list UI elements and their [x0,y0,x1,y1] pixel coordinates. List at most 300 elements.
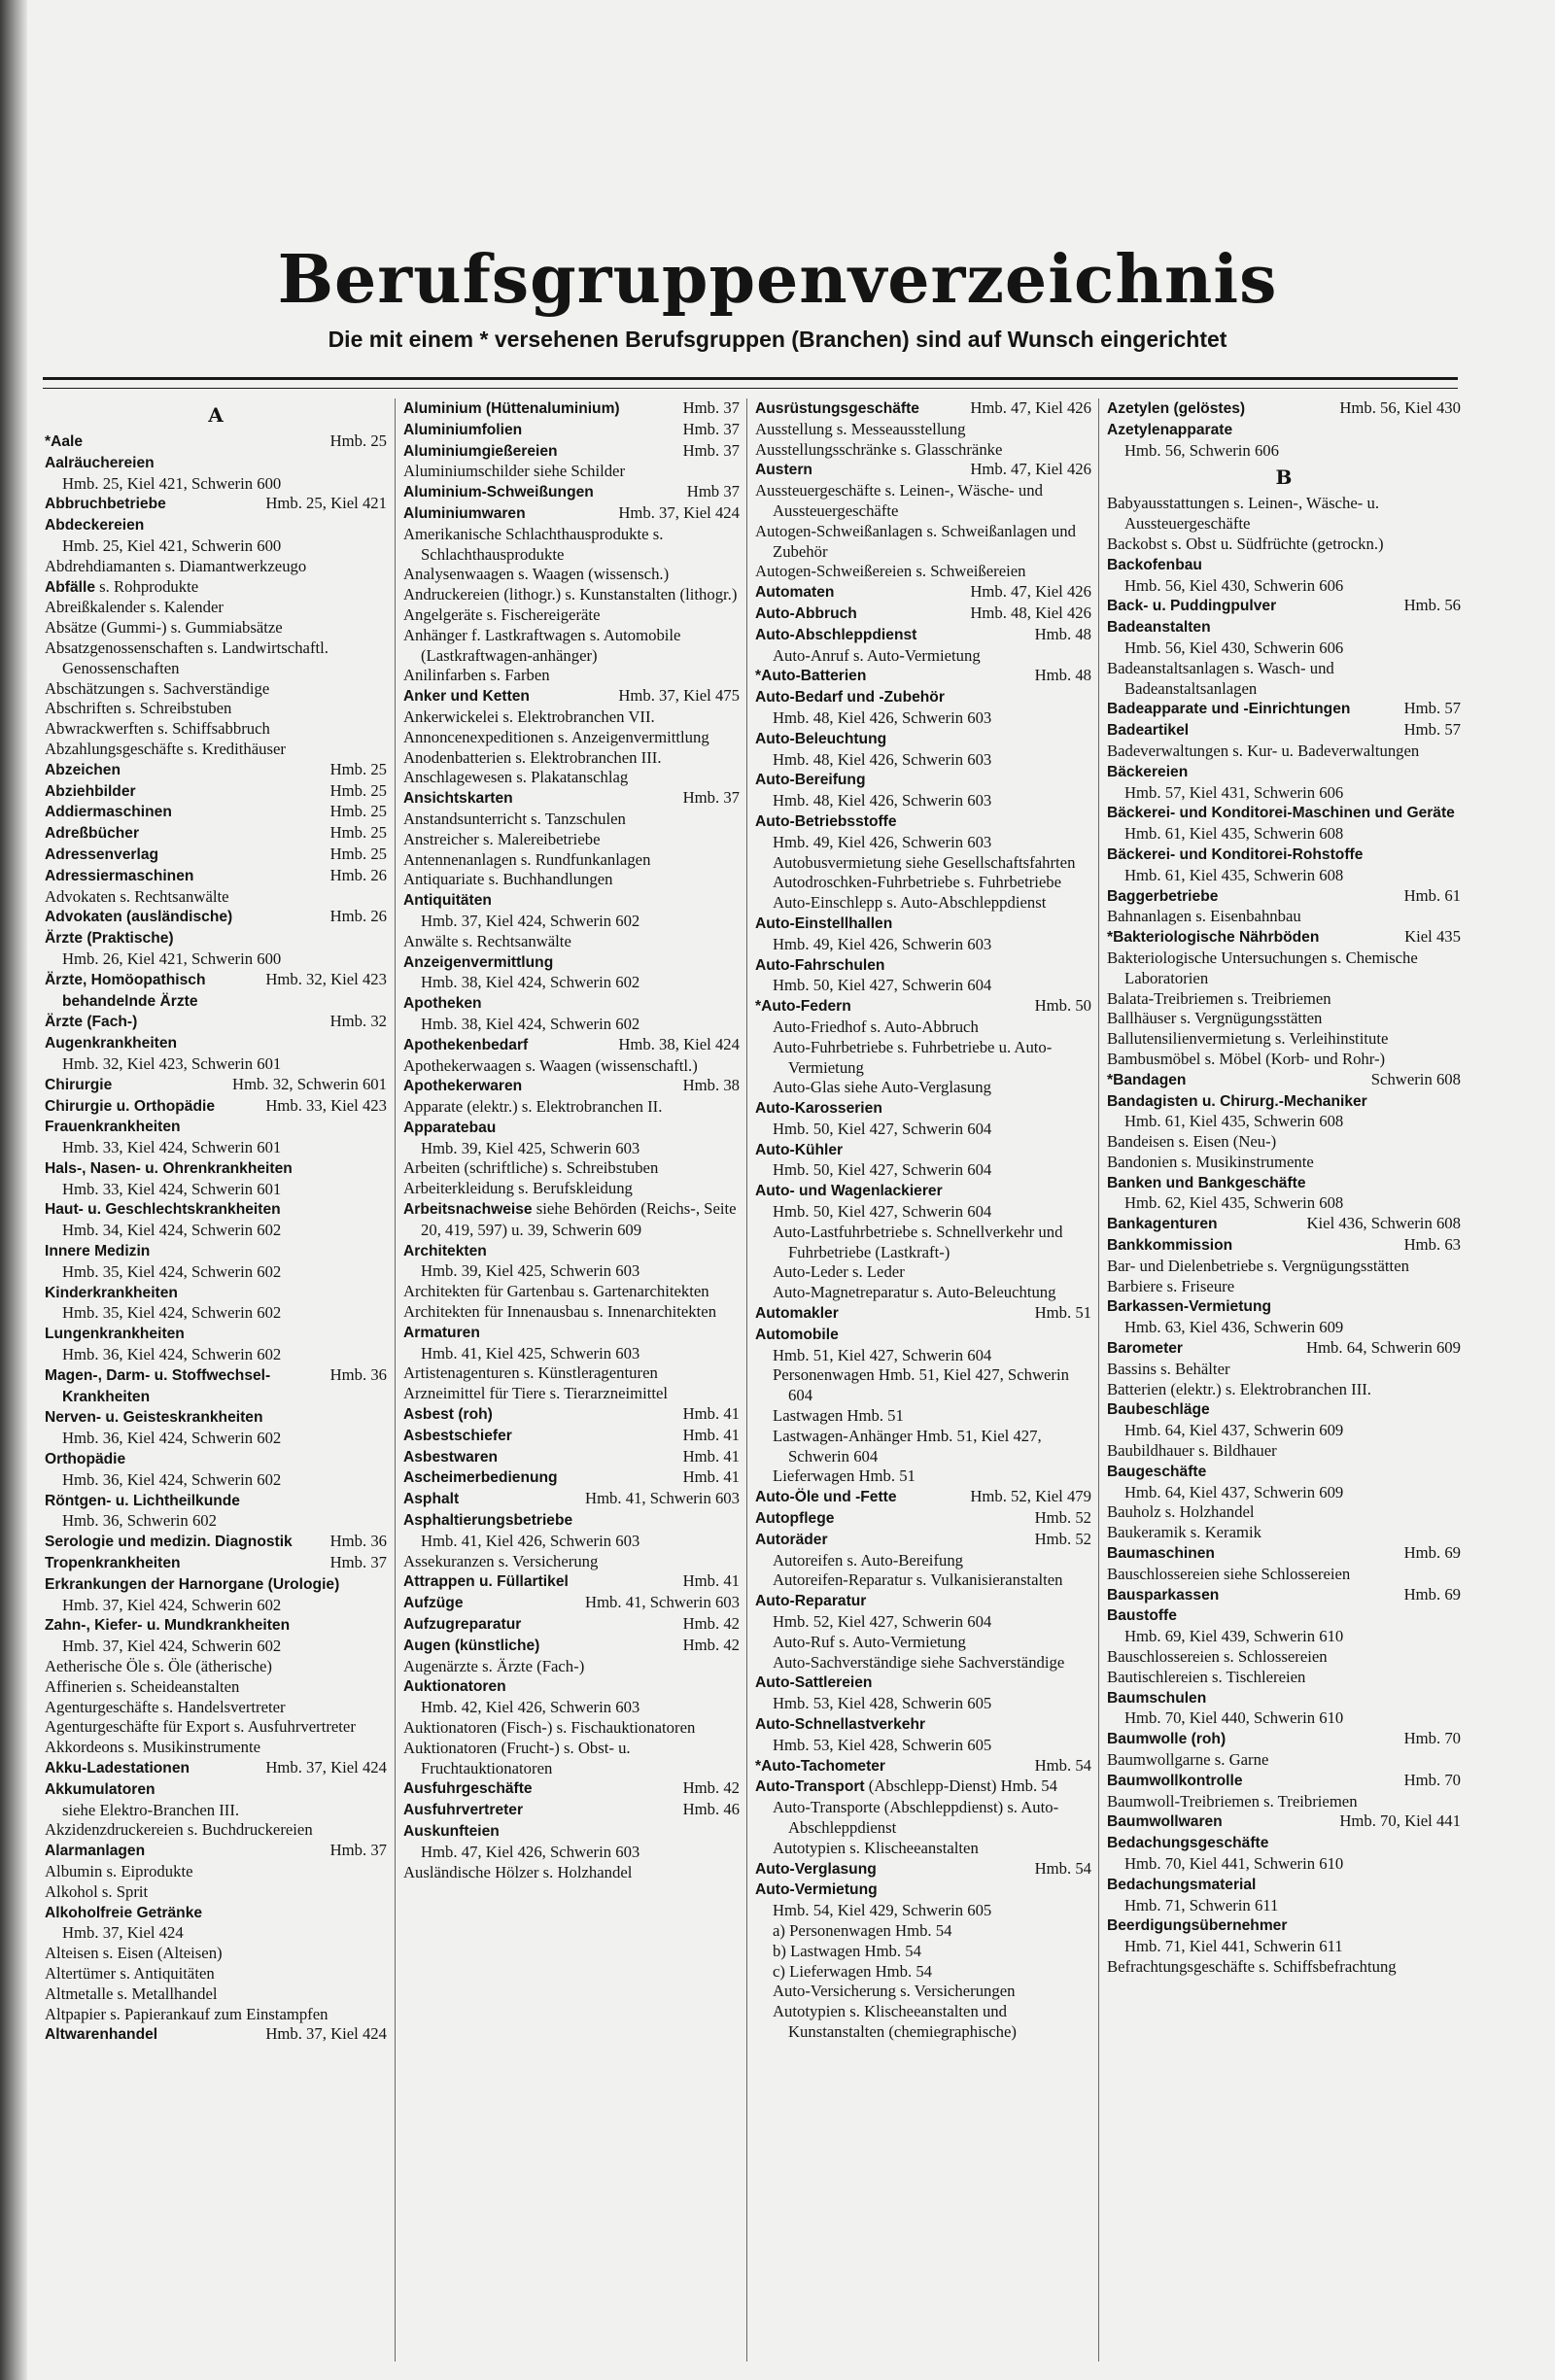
entry-text: siehe Elektro-Branchen III. [62,1800,240,1819]
directory-subline [755,1653,1091,1673]
entry-text: Hmb. 64, Kiel 437, Schwerin 609 [1124,1482,1344,1501]
entry-text: Auto-Fuhrbetriebe s. Fuhrbetriebe u. Auto-Vermietung [773,1037,1053,1077]
directory-entry [403,1404,740,1426]
entry-text: Bauschlossereien siehe Schlossereien [1107,1564,1351,1583]
directory-entry [403,1552,740,1572]
entry-heading: Beerdigungsübernehmer [1107,1917,1288,1935]
entry-heading: Apparatebau [403,1119,497,1136]
entry-text: Hmb. 50, Kiel 427, Schwerin 604 [773,1160,992,1180]
entry-text: Absatzgenossenschaften s. Landwirtschaftl. Genossenschaften [45,638,328,677]
directory-entry [403,462,740,482]
entry-text: Abzahlungsgeschäfte s. Kredithäuser [45,739,286,758]
directory-subline [755,1982,1091,2002]
entry-reference: Hmb. 47, Kiel 426 [970,582,1091,602]
entry-reference: Hmb. 63 [1403,1235,1461,1255]
entry-heading: Ausfuhrgeschäfte [403,1780,533,1798]
entry-heading: Asphalt [403,1491,460,1508]
entry-heading: Chirurgie [45,1076,113,1093]
directory-entry [403,585,740,605]
entry-reference: Hmb. 54 [1034,1755,1091,1775]
directory-entry [403,1097,740,1118]
entry-text: Hmb. 35, Kiel 424, Schwerin 602 [62,1261,282,1281]
entry-text: Anilinfarben s. Farben [403,666,550,685]
entry-text: Autogen-Schweißereien s. Schweißereien [755,562,1026,581]
directory-entry [403,1676,740,1698]
entry-heading: Autoräder [755,1531,828,1548]
entry-text: Bambusmöbel s. Möbel (Korb- und Rohr-) [1107,1049,1386,1068]
directory-entry [403,890,740,912]
directory-subline [45,1138,387,1158]
entry-text: Hmb. 52, Kiel 427, Schwerin 604 [773,1612,992,1632]
entry-heading: Austern [755,462,812,479]
entry-heading: Augenkrankheiten [45,1035,178,1052]
directory-entry [755,1776,1091,1798]
entry-heading: Barkassen-Vermietung [1107,1298,1272,1316]
entry-text: Bahnanlagen s. Eisenbahnbau [1107,907,1301,926]
entry-heading: Apotheken [403,995,482,1013]
entry-text: Bakteriologische Untersuchungen s. Chemische Laboratorien [1107,948,1418,987]
entry-text: Anodenbatterien s. Elektrobranchen III. [403,747,662,767]
entry-text: Balata-Treibriemen s. Treibriemen [1107,988,1331,1008]
entry-text: Batterien (elektr.) s. Elektrobranchen III. [1107,1379,1371,1398]
entry-text: Hmb. 39, Kiel 425, Schwerin 603 [421,1138,640,1157]
entry-heading: Augen (künstliche) [403,1637,540,1654]
directory-entry [45,1365,387,1408]
entry-reference: Hmb. 37 [329,1841,387,1860]
entry-heading: Autopflege [755,1510,835,1528]
entry-text: Autotypien s. Klischeeanstalten [773,1838,979,1857]
entry-text: Hmb. 64, Kiel 437, Schwerin 609 [1124,1421,1344,1440]
entry-heading: Ärzte (Fach-) [45,1014,138,1031]
entry-text: Assekuranzen s. Versicherung [403,1551,599,1570]
directory-entry [403,1657,740,1677]
directory-entry [403,605,740,626]
entry-text: Akzidenzdruckereien s. Buchdruckereien [45,1820,313,1840]
entry-text: Autoreifen s. Auto-Bereifung [773,1550,964,1569]
entry-reference: Hmb. 37, Kiel 424 [618,502,740,522]
entry-heading: Auto-Karosserien [755,1100,882,1118]
directory-entry [1107,596,1461,617]
directory-entry [45,618,387,638]
directory-entry [403,748,740,769]
directory-subline [755,750,1091,771]
directory-entry [1107,720,1461,742]
entry-heading: Auto-Vermietung [755,1881,878,1899]
directory-entry [403,503,740,525]
entry-text: Hmb. 47, Kiel 426, Schwerin 603 [421,1842,640,1861]
directory-subline [45,1054,387,1075]
directory-entry [1107,1132,1461,1153]
directory-subline [755,1038,1091,1079]
directory-entry [755,1508,1091,1530]
entry-heading: *Auto-Batterien [755,668,867,685]
entry-text: Amerikanische Schlachthausprodukte s. Schlachthausprodukte [403,524,664,564]
entry-text: Hmb. 39, Kiel 425, Schwerin 603 [421,1261,640,1281]
entry-reference: Kiel 435 [1404,927,1461,947]
directory-entry [755,1859,1091,1880]
entry-heading: Baubeschläge [1107,1401,1210,1419]
entry-text: Auto-Transporte (Abschleppdienst) s. Auto-Abschleppdienst [773,1798,1059,1837]
directory-subline [755,646,1091,667]
directory-entry [45,679,387,700]
directory-entry [45,970,387,1013]
entry-text: Anhänger f. Lastkraftwagen s. Automobile (Lastkraftwagen-anhänger) [403,625,681,665]
entry-text: Affinerien s. Scheideanstalten [45,1676,240,1696]
entry-reference: Hmb. 26 [329,865,387,884]
directory-entry [1107,1811,1461,1833]
directory-entry [755,460,1091,481]
entry-text: Altpapier s. Papierankauf zum Einstampfen [45,2004,328,2023]
entry-heading: Banken und Bankgeschäfte [1107,1174,1306,1191]
entry-reference: Hmb. 47, Kiel 426 [970,398,1091,417]
entry-reference: Hmb. 37 [682,788,740,808]
directory-entry [403,1118,740,1139]
entry-text: Personenwagen Hmb. 51, Kiel 427, Schwerin 604 [773,1365,1069,1405]
scan-edge [0,0,27,2380]
entry-reference: Hmb. 37, Kiel 424 [265,2024,387,2044]
entry-heading: Zahn-, Kiefer- u. Mundkrankheiten [45,1617,291,1635]
directory-entry [1107,1523,1461,1543]
entry-heading: Magen-, Darm- u. Stoffwechsel-Krankheiten [45,1366,271,1405]
entry-heading: Adressenverlag [45,845,159,863]
directory-entry [45,1841,387,1862]
entry-text: Bauholz s. Holzhandel [1107,1502,1255,1522]
directory-subline [755,708,1091,729]
directory-subline [755,1262,1091,1283]
entry-reference: Hmb. 54 [1034,1858,1091,1878]
directory-entry [755,522,1091,563]
entry-text: Alteisen s. Eisen (Alteisen) [45,1944,223,1963]
entry-text: siehe Behörden (Reichs-, Seite 20, 419, 597) u. 39, Schwerin 609 [421,1199,737,1239]
directory-entry [1107,803,1461,824]
directory-entry [1107,1173,1461,1194]
entry-reference: Hmb. 46 [682,1800,740,1819]
entry-text: Hmb. 37, Kiel 424, Schwerin 602 [421,911,640,930]
directory-entry [1107,1792,1461,1812]
directory-subline [45,536,387,557]
directory-entry [403,1179,740,1199]
entry-heading: Nerven- u. Geisteskrankheiten [45,1409,263,1427]
directory-entry [403,810,740,830]
entry-heading: Erkrankungen der Harnorgane (Urologie) [45,1575,340,1593]
directory-entry [755,582,1091,604]
entry-reference: Hmb. 25 [329,780,387,800]
entry-reference: Hmb. 52, Kiel 479 [970,1487,1091,1506]
directory-entry [45,699,387,719]
entry-text: Arbeiterkleidung s. Berufskleidung [403,1179,633,1198]
directory-subline [403,1698,740,1718]
entry-reference: Hmb. 26 [329,907,387,926]
entry-heading: Addiermaschinen [45,804,172,821]
entry-text: Abdrehdiamanten s. Diamantwerkzeugo [45,556,307,575]
directory-entry [755,1756,1091,1777]
entry-text: Hmb. 70, Kiel 441, Schwerin 610 [1124,1853,1344,1873]
directory-subline [403,1843,740,1863]
entry-reference: Hmb. 41 [682,1571,740,1591]
entry-reference: Hmb. 48 [1034,666,1091,685]
entry-text: Autodroschken-Fuhrbetriebe s. Fuhrbetriebe [773,873,1062,892]
directory-entry [403,830,740,850]
entry-heading: Orthopädie [45,1451,126,1468]
entry-text: Hmb. 69, Kiel 439, Schwerin 610 [1124,1627,1344,1646]
entry-text: Bar- und Dielenbetriebe s. Vergnügungsstätten [1107,1256,1409,1275]
directory-subline [1107,1896,1461,1916]
directory-subline [755,1406,1091,1427]
entry-text: Hmb. 42, Kiel 426, Schwerin 603 [421,1698,640,1717]
entry-text: Hmb. 38, Kiel 424, Schwerin 602 [421,973,640,992]
directory-entry [1107,1957,1461,1978]
directory-entry [45,1033,387,1054]
entry-heading: *Bakteriologische Nährböden [1107,929,1320,947]
entry-text: Befrachtungsgeschäfte s. Schiffsbefrachtung [1107,1956,1397,1976]
directory-entry [45,887,387,908]
directory-entry [45,1117,387,1138]
directory-entry [403,1447,740,1468]
directory-entry [1107,699,1461,720]
entry-heading: Auto-Bereifung [755,772,866,789]
directory-entry [45,823,387,845]
directory-entry [403,993,740,1015]
entry-reference: Hmb. 37 [682,440,740,460]
directory-entry [1107,1050,1461,1070]
directory-entry [1107,989,1461,1010]
directory-subline [403,1261,740,1282]
directory-subline [755,893,1091,914]
directory-subline [755,1283,1091,1303]
entry-text: Autoreifen-Reparatur s. Vulkanisieranstalten [773,1570,1063,1590]
entry-heading: Backofenbau [1107,556,1202,573]
entry-reference: Hmb. 69 [1403,1543,1461,1563]
entry-text: (Abschlepp-Dienst) Hmb. 54 [868,1776,1057,1796]
directory-entry [403,870,740,890]
entry-text: Hmb. 56, Kiel 430, Schwerin 606 [1124,575,1344,595]
directory-entry [403,1363,740,1384]
entry-heading: Akku-Ladestationen [45,1760,190,1776]
entry-heading: Baumschulen [1107,1689,1207,1707]
directory-entry [1107,1380,1461,1400]
directory-entry [45,802,387,823]
directory-entry [45,1283,387,1304]
directory-entry [1107,1750,1461,1771]
directory-subline [45,949,387,970]
directory-entry [45,1407,387,1429]
entry-reference: Hmb. 32 [329,1012,387,1031]
directory-entry [755,1591,1091,1612]
directory-entry [403,1158,740,1179]
entry-text: Hmb. 61, Kiel 435, Schwerin 608 [1124,824,1344,844]
entry-text: Auto-Ruf s. Auto-Vermietung [773,1632,966,1651]
entry-heading: Apothekerwaren [403,1078,523,1095]
directory-entry [403,788,740,810]
directory-entry [403,1282,740,1302]
entry-heading: Bandagisten u. Chirurg.-Mechaniker [1107,1092,1367,1110]
directory-subline [403,973,740,993]
entry-heading: Baumwolle (roh) [1107,1731,1227,1748]
entry-heading: Aalräuchereien [45,454,155,471]
entry-heading: Aufzüge [403,1595,464,1612]
entry-text: Arzneimittel für Tiere s. Tierarzneimittel [403,1384,669,1403]
directory-entry [755,811,1091,833]
entry-heading: Bedachungsgeschäfte [1107,1835,1269,1852]
directory-subline [45,1511,387,1532]
directory-entry [45,515,387,536]
entry-reference: Hmb. 41 [682,1446,740,1466]
entry-text: Hmb. 25, Kiel 421, Schwerin 600 [62,535,282,555]
entry-text: Hmb. 25, Kiel 421, Schwerin 600 [62,473,282,493]
directory-subline [1107,1854,1461,1875]
entry-heading: Aluminium (Hüttenaluminium) [403,400,620,417]
directory-entry [755,604,1091,625]
directory-entry [45,1738,387,1758]
entry-heading: *Auto-Tachometer [755,1757,886,1775]
directory-entry [403,565,740,585]
directory-subline [1107,1483,1461,1503]
directory-entry [755,1303,1091,1325]
entry-reference: Hmb. 48, Kiel 426 [970,603,1091,622]
entry-reference: Hmb. 25 [329,802,387,821]
directory-entry [45,1532,387,1553]
directory-entry [1107,1338,1461,1360]
entry-text: Hmb. 56, Schwerin 606 [1124,440,1279,460]
entry-text: Abwrackwerften s. Schiffsabbruch [45,719,270,739]
entry-heading: Baumwollwaren [1107,1813,1223,1831]
entry-heading: Bäckereien [1107,763,1189,780]
entry-text: Anstreicher s. Malereibetriebe [403,829,601,848]
directory-subline [755,1551,1091,1571]
entry-heading: Adreßbücher [45,825,140,843]
directory-entry [403,1593,740,1614]
entry-text: Ausstellung s. Messeausstellung [755,419,966,438]
directory-entry [403,1718,740,1739]
directory-entry [1107,1235,1461,1257]
entry-heading: Abziehbilder [45,782,136,800]
entry-text: Analysenwaagen s. Waagen (wissensch.) [403,565,670,584]
entry-text: Hmb. 35, Kiel 424, Schwerin 602 [62,1303,282,1323]
entry-text: Aussteuergeschäfte s. Leinen-, Wäsche- und Aussteuergeschäfte [755,481,1043,520]
directory-entry [755,440,1091,461]
entry-reference: Hmb. 25, Kiel 421 [265,494,387,513]
directory-subline [755,1427,1091,1467]
entry-text: Arbeiten (schriftliche) s. Schreibstuben [403,1158,659,1178]
directory-entry [403,666,740,686]
entry-heading: Automakler [755,1305,839,1323]
entry-text: Hmb. 50, Kiel 427, Schwerin 604 [773,976,992,995]
directory-entry [45,1096,387,1118]
directory-entry [45,1553,387,1574]
directory-entry [45,1449,387,1470]
entry-reference: Hmb. 36 [329,1364,387,1384]
directory-entry [1107,907,1461,927]
directory-entry [1107,617,1461,638]
entry-text: Badeanstaltsanlagen s. Wasch- und Badeanstaltsanlagen [1107,658,1334,698]
entry-heading: Bäckerei- und Konditorei-Rohstoffe [1107,845,1364,863]
directory-entry [1107,1729,1461,1750]
entry-text: Auktionatoren (Frucht-) s. Obst- u. Fruchtauktionatoren [403,1738,631,1777]
directory-subline [45,1637,387,1657]
entry-text: Hmb. 37, Kiel 424, Schwerin 602 [62,1595,282,1614]
entry-text: Hmb. 41, Kiel 426, Schwerin 603 [421,1531,640,1550]
directory-entry [403,1821,740,1843]
directory-subline [755,1570,1091,1591]
entry-heading: Apothekenbedarf [403,1036,529,1053]
directory-entry [755,1098,1091,1120]
entry-text: Hmb. 33, Kiel 424, Schwerin 601 [62,1138,282,1157]
directory-subline [1107,1421,1461,1441]
page-subtitle: Die mit einem * versehenen Berufsgruppen (Branchen) sind auf Wunsch eingerichtet [328,327,1227,352]
entry-text: Auto-Sachverständige siehe Sachverständige [773,1652,1065,1672]
entry-text: Abreißkalender s. Kalender [45,598,224,617]
directory-entry [1107,1009,1461,1029]
entry-heading: Auto-Kühler [755,1141,844,1158]
entry-heading: Bankkommission [1107,1237,1233,1255]
entry-heading: Innere Medizin [45,1243,151,1260]
directory-subline [755,873,1091,893]
directory-entry [1107,1502,1461,1523]
entry-text: Agenturgeschäfte für Export s. Ausfuhrvertreter [45,1717,356,1737]
entry-reference: Hmb. 41 [682,1467,740,1487]
directory-entry [403,768,740,788]
entry-heading: Azetylenapparate [1107,421,1233,438]
directory-subline [755,1466,1091,1487]
directory-entry [1107,1214,1461,1235]
entry-text: s. Rohprodukte [99,576,199,596]
entry-text: Baumwollgarne s. Garne [1107,1750,1269,1769]
entry-heading: *Auto-Federn [755,998,851,1016]
directory-subline [1107,576,1461,597]
directory-entry [1107,1091,1461,1113]
entry-text: Lastwagen-Anhänger Hmb. 51, Kiel 427, Schwerin 604 [773,1426,1042,1466]
entry-text: Auto-Magnetreparatur s. Auto-Beleuchtung [773,1283,1056,1302]
directory-entry [1107,1296,1461,1318]
directory-entry [755,1673,1091,1694]
directory-subline [755,1202,1091,1223]
directory-entry [755,666,1091,687]
directory-entry [1107,1833,1461,1854]
directory-entry [403,932,740,952]
entry-text: Backobst s. Obst u. Südfrüchte (getrockn.) [1107,534,1384,553]
directory-entry [1107,1360,1461,1380]
directory-entry [45,1820,387,1841]
directory-entry [1107,742,1461,762]
entry-text: Hmb. 54, Kiel 429, Schwerin 605 [773,1901,992,1920]
entry-heading: Adressiermaschinen [45,867,194,884]
entry-text: Altmetalle s. Metallhandel [45,1983,218,2003]
page-title: Berufsgruppenverzeichnis [277,241,1278,319]
directory-entry [403,1863,740,1883]
directory-subline [1107,783,1461,804]
entry-text: Hmb. 53, Kiel 428, Schwerin 605 [773,1735,992,1754]
directory-entry [45,1903,387,1924]
entry-heading: Kinderkrankheiten [45,1284,178,1301]
directory-entry [1107,1029,1461,1050]
directory-entry [1107,1399,1461,1421]
directory-entry [45,1984,387,2005]
title-rule [43,377,1458,389]
directory-entry [403,728,740,748]
entry-text: Badeverwaltungen s. Kur- u. Badeverwaltungen [1107,741,1420,760]
entry-text: Autotypien s. Klischeeanstalten und Kunstanstalten (chemiegraphische) [773,2002,1017,2041]
directory-entry [45,557,387,577]
entry-reference: Hmb. 37 [682,398,740,417]
directory-subline [755,1633,1091,1653]
entry-heading: Baumwollkontrolle [1107,1772,1243,1789]
directory-entry [755,1880,1091,1901]
directory-subline [755,1901,1091,1921]
entry-heading: Badeartikel [1107,722,1190,740]
directory-entry [1107,927,1461,949]
directory-entry [1107,949,1461,989]
entry-heading: Automaten [755,584,835,602]
